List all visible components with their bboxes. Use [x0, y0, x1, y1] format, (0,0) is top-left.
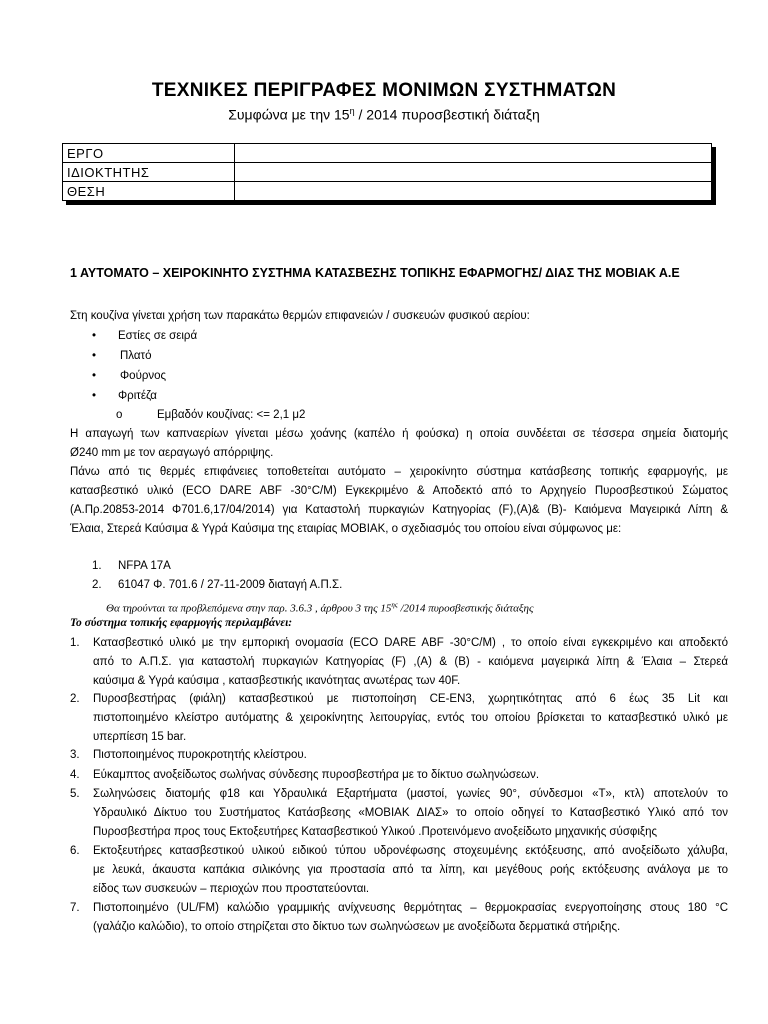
item-1-line3: καύσιμα & Υγρά καύσιμα , κατασβεστικής ικανότητας ανωτέρας των 40F.	[93, 675, 461, 687]
item-5-line3: Πυροσβεστήρα προς τους Εκτοξευτήρες Κατασβεστικού Υλικού .Προτεινόμενο ανοξείδωτο μηχανικής σύσφιξης	[93, 826, 658, 838]
item-number: 6.	[70, 845, 80, 857]
standard-number: 1.	[92, 560, 102, 572]
bullet-icon: •	[92, 370, 97, 382]
info-value-location	[235, 182, 712, 201]
info-label-owner: ΙΔΙΟΚΤΗΤΗΣ	[63, 163, 235, 182]
item-4-line1: Εύκαμπτος ανοξείδωτος σωλήνας σύνδεσης πυροσβεστήρα με το δίκτυο σωληνώσεων.	[93, 769, 540, 781]
item-5-line2: Υδραυλικό Δίκτυο του Συστήματος Κατάσβεσης «ΜΟΒΙΑΚ ΔΙΑΣ» το οποίο οδηγεί το Κατασβεστικό Υλικό από τον	[93, 807, 728, 819]
exhaust-paragraph-line2: Ø240 mm με τον αεραγωγό απόρριψης.	[70, 447, 274, 459]
standard-aps-order: 61047 Φ. 701.6 / 27-11-2009 διαταγή Α.Π.Σ.	[118, 579, 343, 591]
system-paragraph-line4: Έλαια, Στερεά Καύσιμα & Υγρά Καύσιμα της εταιρίας ΜΟΒΙΑΚ, ο σχεδιασμός του οποίου είναι σύμφωνος με:	[70, 523, 622, 535]
item-number: 1.	[70, 637, 80, 649]
kitchen-area-text: Εμβαδόν κουζίνας: <= 2,1 μ2	[157, 409, 306, 421]
info-value-owner	[235, 163, 712, 182]
info-row-project	[63, 144, 712, 163]
item-6-line1: Εκτοξευτήρες κατασβεστικού υλικού ειδικού τύπου υδρονέφωσης στοχευμένης εκτόξευσης, από ανοξείδωτο χάλυβα,	[93, 845, 728, 857]
system-paragraph-line2: κατασβεστικό υλικό (ECO DARE ABF -30°C/M) Εγκεκριμένο & Αποδεκτό από το Αρχηγείο Πυροσβεστικού Σώματος	[70, 485, 728, 497]
item-6-line3: είδος των συσκευών – περιοχών που προστατεύονται.	[93, 883, 370, 895]
project-info-table	[62, 143, 712, 201]
observe-pre: Θα τηρούνται τα προβλεπόμενα στην παρ. 3.6.3 , άρθρου 3 της 15	[106, 602, 392, 615]
item-1-line1: Κατασβεστικό υλικό με την εμπορική ονομασία (ECO DARE ABF -30°C/M) , το οποίο είναι εγκεκριμένο και αποδεκτό	[93, 637, 728, 649]
system-paragraph-line3: (Α.Πρ.20853-2014 Φ701.6,17/04/2014) για Καταστολή πυρκαγιών Κατηγορίας (F),(A)& (B)- Καιόμενα Μαγειρικά Λίπη &	[70, 504, 728, 516]
item-2-line2: πιστοποιημένο κλείστρο αυτόματης & χειροκίνητης λειτουργίας, εντός του οποίου βρίσκεται το κατασβεστικό υλικό με	[93, 712, 728, 724]
item-number: 5.	[70, 788, 80, 800]
bullet-item-fryer: Φριτέζα	[118, 390, 157, 402]
sub-bullet-icon: o	[116, 409, 123, 421]
item-2-line3: υπερπίεση 15 bar.	[93, 731, 187, 743]
info-label-project: ΕΡΓΟ	[63, 144, 235, 163]
info-row-owner	[63, 163, 712, 182]
bullet-item-burners: Εστίες σε σειρά	[118, 330, 198, 342]
item-7-line2: (γαλάζιο καλώδιο), το οποίο στηρίζεται στο δίκτυο των σωληνώσεων με ανοξείδωτα δερματικά στήριξης.	[93, 921, 621, 933]
item-7-line1: Πιστοποιημένο (UL/FM) καλώδιο γραμμικής ανίχνευσης θερμότητας – θερμοκρασίας ενεργοποίησης στους 180 °C	[93, 902, 728, 914]
info-row-location	[63, 182, 712, 201]
standard-nfpa: NFPA 17A	[118, 560, 171, 572]
section-heading: 1 ΑΥΤΟΜΑΤΟ – ΧΕΙΡΟΚΙΝΗΤΟ ΣΥΣΤΗΜΑ ΚΑΤΑΣΒΕΣΗΣ ΤΟΠΙΚΗΣ ΕΦΑΡΜΟΓΗΣ/ ΔΙΑΣ ΤΗΣ ΜΟΒΙΑΚ Α.Ε	[70, 266, 680, 280]
info-value-project	[235, 144, 712, 163]
item-2-line1: Πυροσβεστήρας (φιάλη) κατασβεστικού με πιστοποίηση CE-EN3, χωρητικότητας από 6 έως 35 Lit και	[93, 693, 728, 705]
bullet-icon: •	[92, 330, 97, 342]
subtitle-sup: η	[349, 106, 355, 116]
document-subtitle	[0, 106, 768, 123]
standard-number: 2.	[92, 579, 102, 591]
observe-sup: ης	[391, 601, 398, 609]
item-6-line2: με λευκά, άκαυστα καπάκια σιλικόνης για προστασία από τα λίπη, και μεγέθους ροής εκτόξευσης ανάλογα με το	[93, 864, 728, 876]
item-5-line1: Σωληνώσεις διατομής φ18 και Υδραυλικά Εξαρτήματα (μαστοί, γωνίες 90°, σύνδεσμοι «Τ», κτλ) αποτελούν το	[93, 788, 728, 800]
item-number: 3.	[70, 749, 80, 761]
includes-heading: Το σύστημα τοπικής εφαρμογής περιλαμβάνει:	[70, 617, 293, 629]
item-number: 7.	[70, 902, 80, 914]
bullet-icon: •	[92, 390, 97, 402]
item-1-line2: από το Α.Π.Σ. για καταστολή πυρκαγιών Κατηγορίας (F) ,(A) & (B) - καιόμενα μαγειρικά λίπη & Έλαια – Στερεά	[93, 656, 728, 668]
subtitle-pre: Συμφώνα με την 15	[228, 106, 350, 123]
observe-post: /2014 πυροσβεστικής διάταξης	[397, 602, 534, 615]
item-number: 4.	[70, 769, 80, 781]
system-paragraph-line1: Πάνω από τις θερμές επιφάνειες τοποθετείται αυτόματο – χειροκίνητο σύστημα κατάσβεσης τοπικής εφαρμογής, με	[70, 466, 728, 478]
bullet-icon: •	[92, 350, 97, 362]
document-title: ΤΕΧΝΙΚΕΣ ΠΕΡΙΓΡΑΦΕΣ ΜΟΝΙΜΩΝ ΣΥΣΤΗΜΑΤΩΝ	[151, 80, 617, 101]
subtitle-post: / 2014 πυροσβεστική διάταξη	[354, 106, 540, 123]
bullet-item-oven: Φούρνος	[120, 370, 167, 382]
intro-text: Στη κουζίνα γίνεται χρήση των παρακάτω θερμών επιφανειών / συσκευών φυσικού αερίου:	[70, 310, 530, 322]
bullet-item-griddle: Πλατό	[120, 350, 152, 362]
exhaust-paragraph-line1: Η απαγωγή των καπναερίων γίνεται μέσω χοάνης (καπέλο ή φούσκα) η οποία συνδέεται σε τέσσερα σημεία διατομής	[70, 428, 728, 440]
info-label-location: ΘΕΣΗ	[63, 182, 235, 201]
item-number: 2.	[70, 693, 80, 705]
item-3-line1: Πιστοποιημένος πυροκροτητής κλείστρου.	[93, 749, 307, 761]
